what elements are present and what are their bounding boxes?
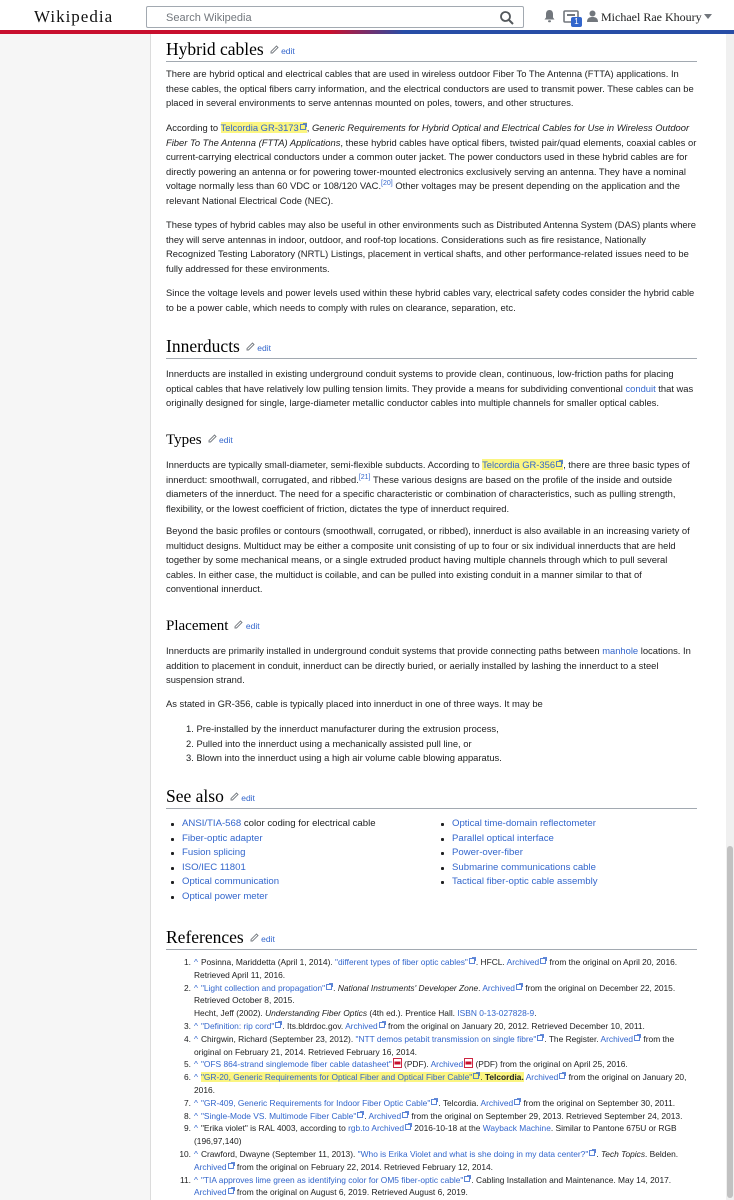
edit-label[interactable]: edit <box>281 46 295 56</box>
reference-link[interactable]: "Single-Mode VS. Multimode Fiber Cable" <box>200 1110 357 1121</box>
reference-link[interactable]: "OFS 864-strand singlemode fiber cable datasheet" <box>200 1059 392 1070</box>
section-title: Innerducts <box>166 336 240 356</box>
reference-number: 3. <box>184 1020 191 1031</box>
subsection-heading-placement <box>166 617 697 635</box>
user-icon <box>587 10 598 22</box>
reference-text: . Belden. <box>645 1148 679 1159</box>
paragraph-text: As stated in GR-356, cable is typically placed into innerduct in one of three ways. It may be <box>166 698 543 709</box>
external-link-icon <box>405 1123 412 1130</box>
list-item <box>186 751 686 766</box>
backlink-caret[interactable]: ^ <box>194 1174 198 1185</box>
pencil-icon <box>270 45 279 54</box>
see-also-link[interactable]: Optical power meter <box>182 890 268 902</box>
list-item-text: Pulled into the innerduct using a mechanically assisted pull line, or <box>196 737 472 749</box>
scrollbar-thumb[interactable] <box>727 846 733 1198</box>
reference-text: from the original on September 29, 2013. Retrieved September 24, 2013. <box>409 1110 683 1121</box>
reference-text: Crawford, Dwayne (September 11, 2013). <box>200 1148 358 1159</box>
pencil-icon <box>234 620 243 629</box>
reference-item <box>178 1110 698 1123</box>
archived-link[interactable]: Archived <box>506 957 540 967</box>
paragraph-text: These various designs are based on the profile of the inside and outside diameters of the innerduct. The need for a specific characteristic or combination of characteristics, such as pulling strength, flexibility, or the lowest coefficient of friction, dictates the type of innerduct required. <box>166 473 676 514</box>
reference-publication: National Instruments' Developer Zone <box>337 982 479 993</box>
paragraph-text: Innerducts are typically small-diameter, semi-flexible subducts. According to <box>166 459 483 470</box>
paragraph <box>166 218 697 276</box>
reference-text: . <box>333 982 338 993</box>
reference-item <box>178 1122 698 1148</box>
paragraph <box>166 67 697 111</box>
section-heading-innerducts <box>166 335 697 359</box>
article-content <box>150 34 734 1200</box>
scrollbar[interactable] <box>726 34 734 1200</box>
see-also-item <box>168 875 438 890</box>
pencil-icon <box>246 342 255 351</box>
see-also-link[interactable]: Tactical fiber-optic cable assembly <box>452 876 598 888</box>
wikipedia-wordmark[interactable]: Wikipedia <box>34 7 114 26</box>
search-icon[interactable] <box>499 10 515 26</box>
pdf-icon <box>464 1058 473 1068</box>
reference-link[interactable]: "TIA approves lime green as identifying color for OM5 fiber-optic cable" <box>200 1174 464 1185</box>
reference-text: . <box>364 1110 369 1121</box>
pencil-icon <box>208 434 217 443</box>
see-also-link[interactable]: ANSI/TIA-568 <box>182 818 242 829</box>
backlink-caret[interactable]: ^ <box>194 1148 198 1159</box>
section-title: See also <box>166 786 224 806</box>
edit-label[interactable]: edit <box>241 793 255 803</box>
paragraph <box>166 286 697 315</box>
edit-link[interactable] <box>234 621 259 631</box>
reference-text: (4th ed.). Prentice Hall. <box>367 1008 458 1019</box>
isbn-link[interactable]: ISBN <box>457 1008 477 1019</box>
reference-publication: Understanding Fiber Optics <box>265 1008 368 1019</box>
paragraph <box>166 458 697 516</box>
external-link-icon <box>300 123 307 130</box>
reference-item <box>178 1033 698 1059</box>
archived-link[interactable]: Archived <box>194 1161 227 1172</box>
chevron-down-icon[interactable] <box>704 14 712 20</box>
paragraph <box>166 524 697 597</box>
archived-link[interactable]: Archived <box>371 1123 404 1134</box>
section-title: Hybrid cables <box>166 39 264 59</box>
reference-text: . Telcordia. <box>438 1097 481 1108</box>
archived-link[interactable]: Archived <box>368 1110 402 1121</box>
manhole-link[interactable]: manhole <box>602 645 639 656</box>
reference-publisher: Telcordia. <box>484 1072 524 1083</box>
backlink-caret[interactable]: ^ <box>194 1110 198 1121</box>
reference-item <box>178 1097 698 1110</box>
reference-21[interactable]: [21] <box>358 473 371 481</box>
see-also-link[interactable]: ISO/IEC 11801 <box>182 861 246 873</box>
paragraph-text: According to <box>166 122 221 133</box>
reference-text: . HFCL. <box>475 957 507 967</box>
link-text[interactable]: Telcordia GR-356 <box>482 459 556 470</box>
see-also-link[interactable]: Submarine communications cable <box>452 861 596 873</box>
section-heading-hybrid-cables <box>166 38 697 62</box>
see-also-list-left <box>168 817 438 905</box>
paragraph <box>166 697 697 712</box>
external-link-icon <box>228 1187 235 1194</box>
reference-text: from the original on December 22, 2015. Retrieved October 8, 2015. <box>194 982 676 1006</box>
see-also-item <box>168 846 438 861</box>
bell-icon[interactable] <box>543 9 556 23</box>
see-also-text: color coding for electrical cable <box>241 818 376 829</box>
edit-label[interactable]: edit <box>245 621 260 631</box>
paragraph-text: Innerducts are installed in existing underground conduit systems to provide clean, continuous, low-friction paths for placing optical cables that have relatively low pulling tension limits. They provide a means for subdividing conventional <box>166 368 674 394</box>
reference-text: "Erika violet" is RAL 4003, according to <box>200 1123 349 1134</box>
reference-link[interactable]: rgb.to <box>348 1123 370 1134</box>
external-link-icon <box>228 1162 235 1169</box>
edit-link[interactable] <box>246 343 271 353</box>
reference-text: (PDF) from the original on April 25, 2016. <box>473 1059 628 1070</box>
edit-link[interactable] <box>270 46 295 56</box>
reference-item <box>178 1071 698 1097</box>
reference-text: . <box>596 1148 601 1159</box>
reference-link[interactable]: "different types of fiber optic cables" <box>335 957 468 967</box>
reference-number: 9. <box>184 1123 191 1134</box>
paragraph-text: , <box>306 122 312 133</box>
see-also-item <box>438 861 698 876</box>
list-item <box>186 722 686 737</box>
reference-text: (PDF). <box>401 1059 431 1070</box>
link-text[interactable]: Telcordia GR-3173 <box>220 122 299 133</box>
see-also-item <box>168 817 438 832</box>
pencil-icon <box>230 792 239 801</box>
backlink-caret[interactable]: ^ <box>194 1020 198 1031</box>
see-also-link[interactable]: Parallel optical interface <box>452 832 554 844</box>
reference-text: . The Register. <box>544 1033 601 1044</box>
paragraph-text: These types of hybrid cables may also be useful in other environments such as Distributed Antenna System (DAS) plants where they will serve antennas in indoor, outdoor, and roof-top locations. Considerations such as fire resistance, Nationally Recognized Testing Laboratory (NRTL) Listings, placement in vertical shafts, and other performance-related issues need to be fully addressed for these environments. <box>166 219 696 274</box>
reference-text: Hecht, Jeff (2002). <box>194 1008 266 1019</box>
external-link-icon <box>516 983 523 990</box>
paragraph-text: Innerducts are primarily installed in underground conduit systems that provide connecting paths between <box>166 645 603 656</box>
see-also-item <box>168 832 438 847</box>
paragraph-text: , these hybrid cables have optical fibers, twisted pair/quad elements, coaxial cables or current-carrying electrical conductors under a common outer jacket. The power conductors used in these hybrid cables are for directly powering an antenna or for powering tower-mounted electronics exclusively serving an antenna. They have a nominal voltage normally less than 60 VDC or 108/120 VAC. <box>166 136 697 192</box>
search-box[interactable] <box>146 6 524 28</box>
subsection-title: Placement <box>166 618 229 634</box>
external-link-icon <box>469 957 476 964</box>
edit-label[interactable]: edit <box>257 343 271 353</box>
archived-link[interactable]: Archived <box>525 1072 559 1083</box>
reference-link[interactable]: "Definition: rip cord" <box>200 1020 275 1031</box>
backlink-caret[interactable]: ^ <box>194 1059 198 1070</box>
subsection-heading-types <box>166 431 697 449</box>
reference-text: from the original on April 20, 2016. Retrieved April 11, 2016. <box>194 957 678 980</box>
reference-text: from the original on August 6, 2019. Retrieved August 6, 2019. <box>234 1187 468 1198</box>
archived-link[interactable]: Archived <box>430 1059 464 1070</box>
paragraph-text: locations. In addition to placement in conduit, innerduct can be directly buried, or aerially installed by lashing the innerduct to a steel suspension strand. <box>166 645 691 686</box>
pencil-icon <box>250 933 259 942</box>
reference-text: from the original on September 30, 2011. <box>521 1097 676 1108</box>
reference-number: 11. <box>179 1174 191 1185</box>
reference-text: 2016-10-18 at the <box>411 1123 483 1134</box>
see-also-link[interactable]: Fiber-optic adapter <box>182 832 263 844</box>
section-heading-see-also <box>166 785 697 809</box>
search-input[interactable] <box>164 9 488 27</box>
top-bar <box>0 0 734 34</box>
see-also-list-right <box>438 817 698 890</box>
isbn-number-link[interactable]: 0-13-027828-9 <box>479 1008 535 1019</box>
paragraph-text: Since the voltage levels and power levels used within these hybrid cables vary, electrical safety codes consider the hybrid cable to be a power cable, which needs to comply with rules on clearance, separation, etc. <box>166 287 695 313</box>
placement-steps-list <box>186 722 686 766</box>
reference-number: 4. <box>184 1033 191 1044</box>
see-also-link[interactable]: Optical time-domain reflectometer <box>452 818 596 829</box>
backlink-caret[interactable]: ^ <box>194 1033 198 1044</box>
see-also-item <box>168 861 438 876</box>
telcordia-gr-3173-link[interactable] <box>221 122 307 133</box>
pdf-icon <box>393 1058 402 1068</box>
archived-link[interactable]: Archived <box>345 1020 378 1031</box>
reference-text: from the original on January 20, 2016. <box>194 1072 687 1095</box>
reference-link[interactable]: "Light collection and propagation" <box>200 982 326 993</box>
archived-link[interactable]: Archived <box>482 982 515 993</box>
reference-20[interactable]: [20] <box>381 180 393 188</box>
list-item-text: Pre-installed by the innerduct manufacturer during the extrusion process, <box>196 723 499 734</box>
section-title: References <box>166 927 244 947</box>
reference-number: 5. <box>184 1059 191 1070</box>
reference-text: from the original on February 21, 2014. Retrieved February 16, 2014. <box>194 1033 675 1057</box>
reference-text: . <box>478 982 483 993</box>
backlink-caret[interactable]: ^ <box>194 1072 198 1083</box>
reference-item <box>178 982 698 1020</box>
paragraph-text: that was originally designed for single, large-diameter metallic conductor cables into multiple channels for smaller optical cables. <box>166 382 694 409</box>
external-link-icon <box>379 1021 386 1028</box>
reference-link[interactable]: "GR-20, Generic Requirements for Optical Fiber and Optical Fiber Cable" <box>200 1072 473 1083</box>
see-also-link[interactable]: Optical communication <box>182 876 280 888</box>
wayback-machine-link[interactable]: Wayback Machine <box>482 1123 551 1134</box>
see-also-link[interactable]: Power-over-fiber <box>452 847 523 859</box>
backlink-caret[interactable]: ^ <box>194 982 198 993</box>
username-link[interactable]: Michael Rae Khoury <box>601 10 702 24</box>
reference-number: 8. <box>184 1110 191 1121</box>
italic-title: Generic Requirements for Hybrid Optical and Electrical Cables for Use in Wireless Outdoor Fiber To The Antenna (FTTA) Applications <box>166 122 690 148</box>
archived-link[interactable]: Archived <box>480 1097 514 1108</box>
paragraph <box>166 367 697 411</box>
reference-number: 10. <box>179 1148 191 1159</box>
section-heading-references <box>166 926 697 950</box>
reference-number: 2. <box>184 982 191 993</box>
list-item <box>186 737 686 752</box>
see-also-link[interactable]: Fusion splicing <box>182 847 246 859</box>
reference-text: . <box>480 1072 485 1083</box>
reference-number: 1. <box>184 957 191 967</box>
paragraph <box>166 121 697 209</box>
references-list <box>178 956 698 1199</box>
reference-text: . Cabling Installation and Maintenance. May 14, 2017. <box>471 1174 672 1185</box>
paragraph-text: Beyond the basic profiles or contours (smoothwall, corrugated, or ribbed), innerduct is also available in an increasing variety of multiduct designs. Multiduct may be either a composite unit consisting of up to four or six individual innerducts that are held together by some mechanical means, or a single extruded product having multiple channels through which to pull several cables. In either case, the multiduct is coilable, and can be pulled into existing conduit in a manner similar to that of conventional innerduct. <box>166 525 690 595</box>
reference-item <box>178 1174 698 1200</box>
edit-link[interactable] <box>230 793 255 803</box>
reference-item <box>178 1020 698 1033</box>
paragraph-text: , there are three basic types of innerduct: smoothwall, corrugated, and ribbed. <box>166 459 690 485</box>
archived-link[interactable]: Archived <box>194 1187 227 1198</box>
see-also-item <box>438 832 698 847</box>
list-number: 3. <box>186 752 194 764</box>
edit-label[interactable]: edit <box>261 934 275 944</box>
reference-link[interactable]: "NTT demos petabit transmission on single fibre" <box>355 1033 537 1044</box>
backlink-caret[interactable]: ^ <box>194 1097 198 1108</box>
list-number: 2. <box>186 737 194 749</box>
edit-link[interactable] <box>208 435 233 445</box>
reference-item <box>178 1058 698 1071</box>
reference-text: . <box>534 1008 537 1019</box>
reference-link[interactable]: "GR-409, Generic Requirements for Indoor Fiber Optic Cable" <box>200 1097 431 1108</box>
telcordia-gr-356-link[interactable] <box>482 459 563 470</box>
reference-text: from the original on January 20, 2012. Retrieved December 10, 2011. <box>385 1020 645 1031</box>
conduit-link[interactable]: conduit <box>625 382 656 394</box>
backlink-caret[interactable]: ^ <box>194 1123 198 1134</box>
paragraph <box>166 644 697 688</box>
reference-text: from the original on February 22, 2014. Retrieved February 12, 2014. <box>234 1161 493 1172</box>
edit-label[interactable]: edit <box>219 435 233 445</box>
see-also-item <box>168 890 438 905</box>
reference-text: Chirgwin, Richard (September 23, 2012). <box>200 1033 356 1044</box>
reference-item <box>178 956 698 982</box>
notice-count-badge: 1 <box>571 17 582 27</box>
subsection-title: Types <box>166 432 202 448</box>
reference-text: . Its.bldrdoc.gov. <box>282 1020 346 1031</box>
reference-text: Posinna, Mariddetta (April 1, 2014). <box>200 957 336 967</box>
paragraph-text: There are hybrid optical and electrical cables that are used in wireless outdoor Fiber To The Antenna (FTTA) applications. In these cables, the optical fibers carry information, and the electrical conductors are used to transmit power. These cables can be placed in several environments to serve antennas mounted on poles, towers, and other structures. <box>166 68 694 109</box>
paragraph-text: Other voltages may be present depending on the application and the relevant National Electrical Code (NEC). <box>166 180 680 206</box>
reference-publication: Tech Topics <box>600 1148 646 1159</box>
reference-text: . Similar to Pantone 675U or RGB (196,97,140) <box>194 1123 677 1147</box>
list-number: 1. <box>186 723 194 734</box>
backlink-caret[interactable]: ^ <box>194 957 198 967</box>
see-also-item <box>438 846 698 861</box>
reference-item <box>178 1148 698 1174</box>
see-also-item <box>438 817 698 832</box>
reference-link[interactable]: "Who is Erika Violet and what is she doing in my data center?" <box>357 1148 589 1159</box>
see-also-item <box>438 875 698 890</box>
list-item-text: Blown into the innerduct using a high air volume cable blowing apparatus. <box>196 752 502 764</box>
edit-link[interactable] <box>250 934 275 944</box>
reference-number: 6. <box>184 1072 191 1083</box>
reference-number: 7. <box>184 1097 191 1108</box>
archived-link[interactable]: Archived <box>600 1033 634 1044</box>
